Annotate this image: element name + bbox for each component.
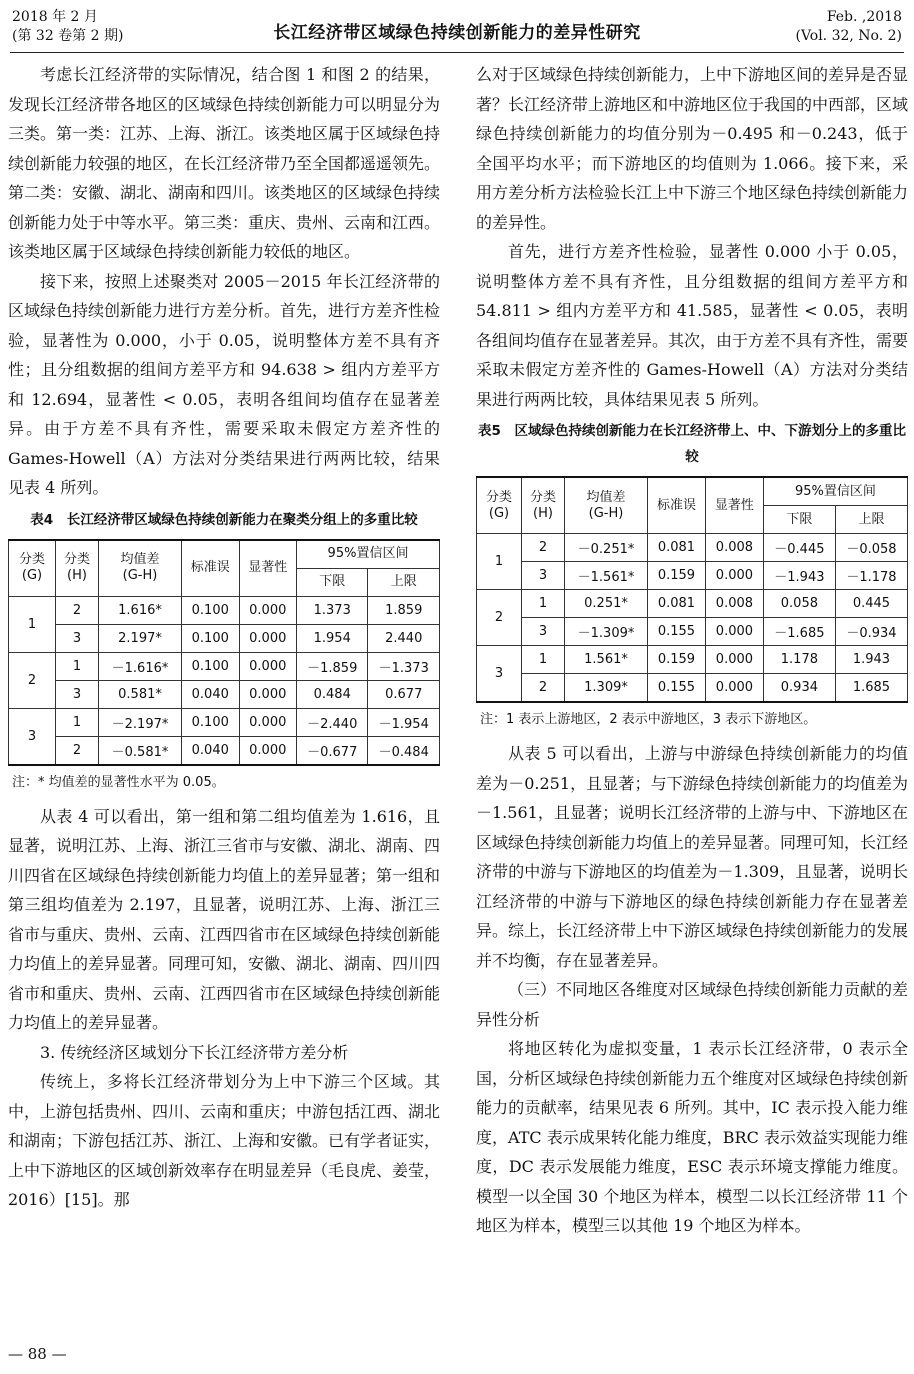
sig-cell: 0.000 xyxy=(239,652,297,680)
diff-cell: 1.561* xyxy=(565,646,648,674)
lower-cell: －1.943 xyxy=(763,562,835,590)
lower-cell: －1.685 xyxy=(763,618,835,646)
table-4 xyxy=(8,539,440,766)
paragraph: 从表 4 可以看出，第一组和第二组均值差为 1.616，且显著，说明江苏、上海、浙江三省市与安徽、湖北、湖南、四川四省在区域绿色持续创新能力均值上的差异显著；第一组和第三组均值差为 2.197，且显著，说明江苏、上海、浙江三省市与重庆、贵州、云南、江西四省市在区域绿色持续创新能力均值上的差异显著。同理可知，安徽、湖北、湖南、四川四省市和重庆、贵州、云南、江西四省市在区域绿色持续创新能力均值上的差异显著。 xyxy=(8,806,441,1032)
table-row xyxy=(9,736,440,765)
group-cell: 2 xyxy=(9,652,56,708)
table-row xyxy=(9,680,440,708)
diff-cell: －1.309* xyxy=(565,618,648,646)
table-row xyxy=(477,646,908,674)
sig-cell: 0.000 xyxy=(239,624,297,652)
upper-cell: 0.677 xyxy=(368,680,440,708)
se-cell: 0.040 xyxy=(182,736,240,765)
table-5-note: 注：1 表示上游地区，2 表示中游地区，3 表示下游地区。 xyxy=(480,712,817,727)
col-header-diff: 均值差 (G-H) xyxy=(565,477,648,534)
col-header-h: 分类 (H) xyxy=(56,540,99,597)
lower-cell: 0.058 xyxy=(763,590,835,618)
sig-cell: 0.008 xyxy=(705,590,763,618)
upper-cell: －1.373 xyxy=(368,652,440,680)
left-column xyxy=(8,60,440,1215)
diff-cell: －2.197* xyxy=(99,708,182,736)
paragraph: 首先，进行方差齐性检验，显著性 0.000 小于 0.05，说明整体方差不具有齐性，且分组数据的组间方差平方和 54.811 > 组内方差平方和 41.585，显著性 < 0.05，表明各组间均值存在显著差异。其次，由于方差不具有齐性，需要采取未假定方差齐性的 Games-Howell（A）方法对分类结果进行两两比较，具体结果见表 5 所列。 xyxy=(476,242,909,409)
col-header-upper: 上限 xyxy=(835,506,907,534)
h-cell: 3 xyxy=(522,562,565,590)
col-header-se: 标准误 xyxy=(182,540,240,597)
h-cell: 2 xyxy=(522,674,565,703)
diff-cell: 0.251* xyxy=(565,590,648,618)
table-row xyxy=(477,618,908,646)
diff-cell: －0.581* xyxy=(99,736,182,765)
se-cell: 0.100 xyxy=(182,708,240,736)
issue-info-line1: Feb. ,2018 xyxy=(826,9,902,25)
upper-cell: 2.440 xyxy=(368,624,440,652)
table-row xyxy=(9,708,440,736)
diff-cell: 0.581* xyxy=(99,680,182,708)
lower-cell: 0.484 xyxy=(297,680,368,708)
paragraph: 传统上，多将长江经济带划分为上中下游三个区域。其中，上游包括贵州、四川、云南和重庆；中游包括江西、湖北和湖南；下游包括江苏、浙江、上海和安徽。已有学者证实，上中下游地区的区域创新效率存在明显差异（毛良虎、姜莹，2016）[15]。那 xyxy=(8,1072,441,1209)
h-cell: 2 xyxy=(56,736,99,765)
issue-info xyxy=(795,8,902,46)
page-number: — 88 — xyxy=(8,1345,67,1363)
upper-cell: －0.934 xyxy=(835,618,907,646)
sig-cell: 0.000 xyxy=(705,674,763,703)
lower-cell: －1.859 xyxy=(297,652,368,680)
se-cell: 0.155 xyxy=(648,674,706,703)
issue-date-line1: 2018 年 2 月 xyxy=(12,9,98,25)
paragraph: 么对于区域绿色持续创新能力，上中下游地区间的差异是否显著？长江经济带上游地区和中游地区位于我国的中西部，区域绿色持续创新能力的均值分别为－0.495 和－0.243，低于全国平均水平；而下游地区的均值则为 1.066。接下来，采用方差分析方法检验长江上中下游三个地区绿色持续创新能力的差异性。 xyxy=(476,65,909,232)
h-cell: 3 xyxy=(56,680,99,708)
se-cell: 0.159 xyxy=(648,562,706,590)
diff-cell: －1.616* xyxy=(99,652,182,680)
table-row xyxy=(9,652,440,680)
se-cell: 0.100 xyxy=(182,596,240,624)
h-cell: 1 xyxy=(56,708,99,736)
sig-cell: 0.008 xyxy=(705,534,763,562)
paragraph: 考虑长江经济带的实际情况，结合图 1 和图 2 的结果，发现长江经济带各地区的区域绿色持续创新能力可以明显分为三类。第一类：江苏、上海、浙江。该类地区属于区域绿色持续创新能力较强的地区，在长江经济带乃至全国都遥遥领先。第二类：安徽、湖北、湖南和四川。该类地区的区域绿色持续创新能力处于中等水平。第三类：重庆、贵州、云南和江西。该类地区属于区域绿色持续创新能力较低的地区。 xyxy=(8,65,441,261)
sig-cell: 0.000 xyxy=(239,736,297,765)
col-header-sig: 显著性 xyxy=(239,540,297,597)
upper-cell: 1.685 xyxy=(835,674,907,703)
lower-cell: －0.445 xyxy=(763,534,835,562)
col-header-diff: 均值差 (G-H) xyxy=(99,540,182,597)
lower-cell: －0.677 xyxy=(297,736,368,765)
sig-cell: 0.000 xyxy=(239,708,297,736)
table-row xyxy=(9,596,440,624)
upper-cell: －0.058 xyxy=(835,534,907,562)
table-row xyxy=(477,534,908,562)
se-cell: 0.100 xyxy=(182,652,240,680)
table-4-caption: 表4 长江经济带区域绿色持续创新能力在聚类分组上的多重比较 xyxy=(30,511,418,528)
table-row xyxy=(477,562,908,590)
upper-cell: 1.859 xyxy=(368,596,440,624)
table-5 xyxy=(476,476,908,703)
issue-date-line2: (第 32 卷第 2 期) xyxy=(12,28,124,44)
upper-cell: 1.943 xyxy=(835,646,907,674)
h-cell: 2 xyxy=(522,534,565,562)
col-header-se: 标准误 xyxy=(648,477,706,534)
section-heading: 3. 传统经济区域划分下长江经济带方差分析 xyxy=(40,1042,349,1062)
sig-cell: 0.000 xyxy=(705,562,763,590)
se-cell: 0.040 xyxy=(182,680,240,708)
upper-cell: 0.445 xyxy=(835,590,907,618)
se-cell: 0.081 xyxy=(648,534,706,562)
table-row xyxy=(9,624,440,652)
col-header-lower: 下限 xyxy=(763,506,835,534)
group-cell: 1 xyxy=(477,534,522,590)
col-header-g: 分类 (G) xyxy=(477,477,522,534)
col-header-ci: 95%置信区间 xyxy=(763,477,907,506)
table-row xyxy=(477,590,908,618)
paragraph: 接下来，按照上述聚类对 2005－2015 年长江经济带的区域绿色持续创新能力进行方差分析。首先，进行方差齐性检验，显著性为 0.000，小于 0.05，说明整体方差不具有齐性；且分组数据的组间方差平方和 94.638 > 组内方差平方和 12.694，显著性 < 0.05，表明各组间均值存在显著差异。由于方差不具有齐性，需要采取未假定方差齐性的 Games-Howell（A）方法对分类结果进行两两比较，结果见表 4 所列。 xyxy=(8,271,441,497)
sig-cell: 0.000 xyxy=(239,596,297,624)
group-cell: 2 xyxy=(477,590,522,646)
sig-cell: 0.000 xyxy=(705,618,763,646)
col-header-upper: 上限 xyxy=(368,568,440,596)
col-header-g: 分类 (G) xyxy=(9,540,56,597)
h-cell: 1 xyxy=(522,646,565,674)
diff-cell: 1.616* xyxy=(99,596,182,624)
col-header-sig: 显著性 xyxy=(705,477,763,534)
lower-cell: 1.373 xyxy=(297,596,368,624)
se-cell: 0.081 xyxy=(648,590,706,618)
lower-cell: 1.178 xyxy=(763,646,835,674)
diff-cell: 2.197* xyxy=(99,624,182,652)
diff-cell: －1.561* xyxy=(565,562,648,590)
upper-cell: －1.954 xyxy=(368,708,440,736)
h-cell: 1 xyxy=(522,590,565,618)
se-cell: 0.159 xyxy=(648,646,706,674)
diff-cell: －0.251* xyxy=(565,534,648,562)
col-header-lower: 下限 xyxy=(297,568,368,596)
paragraph: 将地区转化为虚拟变量，1 表示长江经济带，0 表示全国，分析区域绿色持续创新能力五个维度对区域绿色持续创新能力的贡献率，结果见表 6 所列。其中，IC 表示投入能力维度，ATC 表示成果转化能力维度，BRC 表示效益实现能力维度，DC 表示发展能力维度，ESC 表示环境支撑能力维度。模型一以全国 30 个地区为样本，模型二以长江经济带 11 个地区为样本，模型三以其他 19 个地区为样本。 xyxy=(476,1039,909,1235)
h-cell: 3 xyxy=(56,624,99,652)
running-title: 长江经济带区域绿色持续创新能力的差异性研究 xyxy=(273,23,641,43)
diff-cell: 1.309* xyxy=(565,674,648,703)
table-4-note: 注：* 均值差的显著性水平为 0.05。 xyxy=(12,774,225,790)
table-row xyxy=(477,674,908,703)
lower-cell: －2.440 xyxy=(297,708,368,736)
se-cell: 0.100 xyxy=(182,624,240,652)
group-cell: 3 xyxy=(9,708,56,765)
upper-cell: －1.178 xyxy=(835,562,907,590)
col-header-ci: 95%置信区间 xyxy=(297,540,440,569)
issue-info-line2: (Vol. 32, No. 2) xyxy=(795,28,902,44)
section-heading: （三）不同地区各维度对区域绿色持续创新能力贡献的差异性分析 xyxy=(476,980,909,1029)
table-5-caption: 表5 区域绿色持续创新能力在长江经济带上、中、下游划分上的多重比较 xyxy=(478,423,906,465)
page-header xyxy=(10,6,904,53)
sig-cell: 0.000 xyxy=(239,680,297,708)
group-cell: 1 xyxy=(9,596,56,652)
h-cell: 2 xyxy=(56,596,99,624)
h-cell: 3 xyxy=(522,618,565,646)
se-cell: 0.155 xyxy=(648,618,706,646)
paragraph: 从表 5 可以看出，上游与中游绿色持续创新能力的均值差为－0.251，且显著；与下游绿色持续创新能力的均值差为－1.561，且显著；说明长江经济带的上游与中、下游地区在区域绿色持续创新能力均值上的差异显著。同理可知，长江经济带的中游与下游地区的均值差为－1.309，且显著，说明长江经济带的中游与下游地区的绿色持续创新能力存在显著差异。综上，长江经济带上中下游区域绿色持续创新能力的发展并不均衡，存在显著差异。 xyxy=(476,744,909,970)
h-cell: 1 xyxy=(56,652,99,680)
upper-cell: －0.484 xyxy=(368,736,440,765)
group-cell: 3 xyxy=(477,646,522,703)
col-header-h: 分类 (H) xyxy=(522,477,565,534)
lower-cell: 1.954 xyxy=(297,624,368,652)
sig-cell: 0.000 xyxy=(705,646,763,674)
right-column xyxy=(476,60,908,1241)
lower-cell: 0.934 xyxy=(763,674,835,703)
